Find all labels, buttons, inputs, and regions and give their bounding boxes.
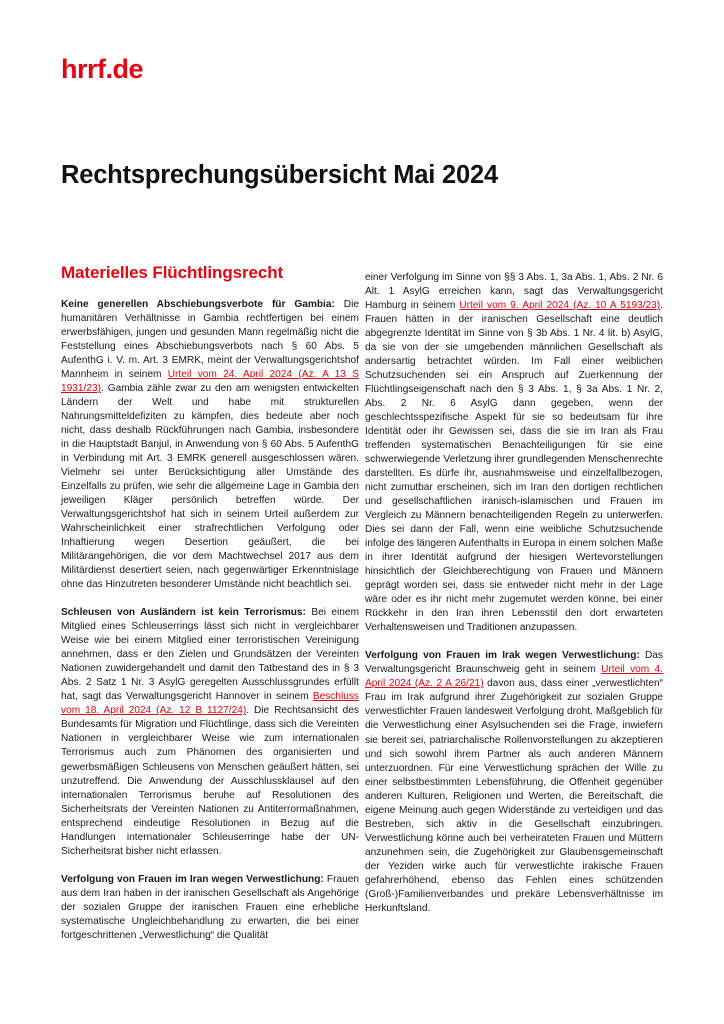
court-decision-link[interactable]: Urteil vom 24. April 2024 (Az. A 13 S 1931/23) [61,369,359,395]
section-heading: Materielles Flüchtlingsrecht [61,263,284,282]
paragraph-text: . Gambia zähle zwar zu den am wenigsten entwickelten Ländern der Welt und habe mit strukturellen Nahrungsmitteldefiziten zu kämpfen, dies bedeute aber noch nicht, dass deshalb Rückführungen nach Gambia, insbesondere in die Hauptstadt Banjul, in Anwendung von § 60 Abs. 5 AufenthG in Verbindung mit Art. 3 EMRK generell ausgeschlossen wären. Vielmehr sei unter Berücksichtigung aller Umstände des Einzelfalls zu prüfen, wie sehr die allgemeine Lage in Gambia den jeweiligen Kläger persönlich betreffen würde. Der Verwaltungsgerichtshof hat sich in seinem Urteil außerdem zur Wahrscheinlichkeit einer strafrechtlichen Verfolgung oder Inhaftierung wegen Desertion geäußert, die bei Militärangehörigen, die vor dem Machtwechsel 2017 aus dem Militärdienst desertiert seien, nach gegenwärtiger Erkenntnislage ohne das Hinzutreten besonderer Umstände nicht beachtlich sei. [61,383,359,591]
right-column [365,271,663,930]
court-decision-link[interactable]: Beschluss vom 18. April 2024 (Az. 12 B 1127/24) [61,691,359,717]
paragraph-text: Frauen aus dem Iran haben in der iranischen Gesellschaft als Angehörige der sozialen Gruppe der iranischen Frauen eine erhebliche systematische Ungleichbehandlung zu erwarten, die bei einer fortgeschrittenen „Verwestlichung“ die Qualität [61,873,359,941]
paragraph-text: einer Verfolgung im Sinne von §§ 3 Abs. 1, 3a Abs. 1, Abs. 2 Nr. 6 Alt. 1 AsylG erreichen kann, sagt das Verwaltungsgericht Hamburg in seinem [365,272,663,312]
paragraph-title: Verfolgung von Frauen im Irak wegen Verwestlichung: [365,650,640,662]
paragraph-iran-continued [365,271,663,635]
paragraph-text: Bei einem Mitglied eines Schleuserrings lässt sich nicht in vergleichbarer Weise wie bei einem Mitglied einer terroristischen Vereinigung annehmen, dass er den Zielen und Grundsätzen der Vereinten Nationen zuwidergehandelt und damit den Tatbestand des in § 3 Abs. 2 Satz 1 Nr. 3 AsylG geregelten Ausschlussgrundes erfüllt hat, sagt das Verwaltungsgericht Hannover in seinem [61,607,359,703]
paragraph-iraq [365,649,663,915]
paragraph-title: Verfolgung von Frauen im Iran wegen Verwestlichung: [61,873,324,885]
site-logo[interactable]: hrrf.de [61,54,144,84]
court-decision-link[interactable]: Urteil vom 9. April 2024 (Az. 10 A 5193/23) [459,300,661,312]
paragraph-text: . Frauen hätten in der iranischen Gesellschaft eine deutlich abgegrenzte Identität im Sinne von § 3b Abs. 1 Nr. 4 lit. b) AsylG, da sie von der sie umgebenden männlichen Gesellschaft als andersartig betrachtet würden. Im Fall einer weiblichen Schutzsuchenden sei ein Anspruch auf Zuerkennung der Flüchtlingseigenschaft nach den § 3 Abs. 1, § 3a Abs. 1 Nr. 2, Abs. 2 Nr. 6 AsylG dann gegeben, wenn der geschlechtsspezifische Aspekt für sie so bedeutsam für ihre Identität oder ihr Gewissen sei, dass die sie im Iran als Frau treffenden systematischen Benachteiligungen für sie eine schwerwiegende Verletzung ihrer grundlegenden Menschenrechte darstellten. Es dürfe ihr, ausnahmsweise und einzelfallbezogen, nicht zumutbar erscheinen, sich im Iran den dortigen rechtlichen und gesellschaftlichen iranisch-islamischen und Frauen im Vergleich zu Männern benachteiligenden Regeln zu unterwerfen. Dies sei dann der Fall, wenn eine weibliche Schutzsuchende infolge des längeren Aufenthalts in Europa in einem solchen Maße in ihrer Identität aufgrund der hiesigen Wertevorstellungen hinsichtlich der Gleichberechtigung von Frauen und Männern geprägt worden sei, dass sie entweder nicht mehr in der Lage wäre oder es ihr nicht mehr zugemutet werden könne, bei einer Rückkehr in den Iran ihren Lebensstil den dort erwarteten Verhaltensweisen und Traditionen anzupassen. [365,300,663,634]
paragraph-iran [61,873,359,943]
paragraph-title: Keine generellen Abschiebungsverbote für Gambia: [61,299,335,310]
court-decision-link[interactable]: Urteil vom 4. April 2024 (Az. 2 A 26/21) [365,664,664,690]
page-title: Rechtsprechungsübersicht Mai 2024 [61,161,498,189]
paragraph-gambia [61,298,359,592]
paragraph-text: davon aus, dass einer „verwestlichten“ Frau im Irak aufgrund ihrer Zugehörigkeit zur sozialen Gruppe verwestlichter Frauen landesweit Verfolgung droht. Maßgeblich für die Verwestlichung einer Asylsuchenden sei die Frage, inwiefern sie bereit sei, patriarchalische Rollenvorstellungen zu akzeptieren und sich sowohl ihrem Partner als auch anderen Männern unterzuordnen. Für eine Verwestlichung sprächen der Wille zu einer selbstbestimmten Lebensführung, die Offenheit gegenüber anderen Kulturen, Religionen und Werten, die Bereitschaft, die eigene Meinung auch gegen Widerstände zu verteidigen und das Bestreben, sich aktiv in die Gesellschaft einzubringen. Verwestlichung könne auch bei verheirateten Frauen und Müttern anzunehmen sein, die Zugehörigkeit zur Glaubensgemeinschaft der Yeziden wirke auch für verwestlichte irakische Frauen gefahrerhöhend, ebenso das Fehlen eines schützenden (Groß-)Familienverbandes und prekäre Lebensverhältnisse im Herkunftsland. [365,678,663,914]
paragraph-title: Schleusen von Ausländern ist kein Terrorismus: [61,607,306,619]
paragraph-text: Das Verwaltungsgericht Braunschweig geht in seinem [365,650,663,676]
paragraph-text: Die humanitären Verhältnisse in Gambia rechtfertigen bei einem erwerbsfähigen, jungen und gesunden Mann regelmäßig nicht die Feststellung eines Abschiebungsverbots nach § 60 Abs. 5 AufenthG i. V. m. Art. 3 EMRK, meint der Verwaltungsgerichtshof Mannheim in seinem [61,299,359,381]
left-column [61,262,359,957]
paragraph-terrorism [61,606,359,858]
paragraph-text: . Die Rechtsansicht des Bundesamts für Migration und Flüchtlinge, dass sich die Vereinten Nationen in vergleichbarer Weise wie zum internationalen Terrorismus auch zum Phänomen des organisierten und gewerbsmäßigen Schleusens von Menschen geäußert hätten, sei unzutreffend. Die Anwendung der Ausschlussklausel auf den internationalen Terrorismus beruhe auf Resolutionen des Sicherheitsrats der Vereinten Nationen zu Antiterrormaßnahmen, entsprechend eindeutige Resolutionen in Bezug auf die Handlungen internationaler Schleuserringe habe der UN-Sicherheitsrat bisher nicht erlassen. [61,705,359,857]
